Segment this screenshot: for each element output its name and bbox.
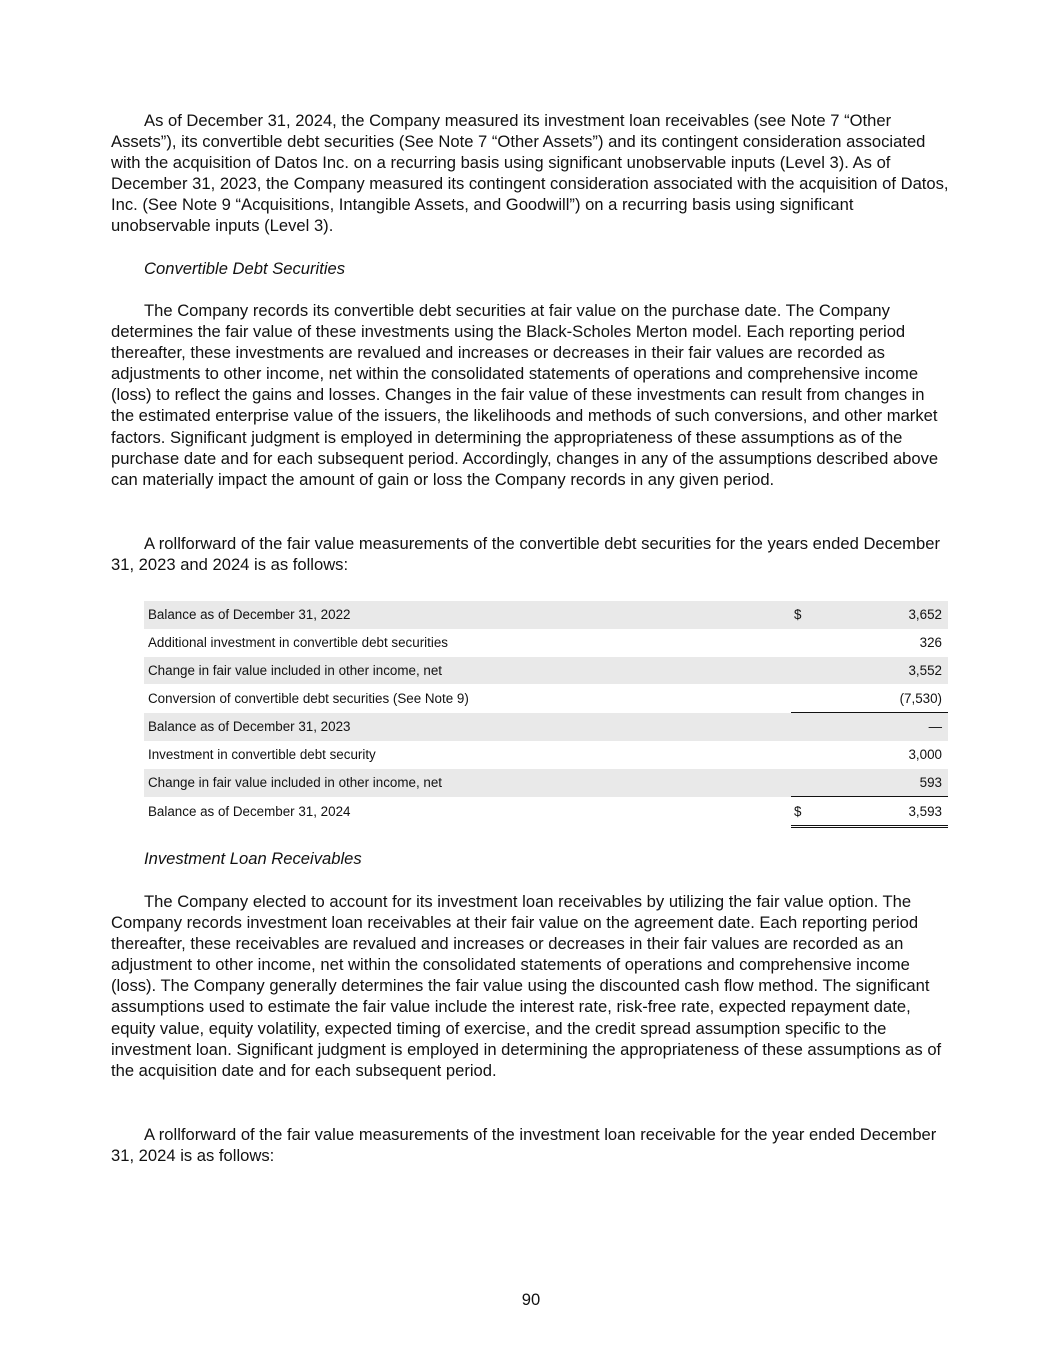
table-row (144, 684, 948, 712)
row-currency (791, 684, 814, 712)
row-value: 3,652 (814, 601, 948, 629)
convertible-rollforward-intro: A rollforward of the fair value measurements of the convertible debt securities for the years ended December 31, 2023 and 2024 is as follows: (111, 534, 940, 575)
table-row (144, 657, 948, 685)
page-number: 90 (521, 1290, 541, 1309)
table-row (144, 797, 948, 827)
row-label: Change in fair value included in other income, net (144, 769, 778, 797)
row-currency (791, 657, 814, 685)
row-currency (791, 741, 814, 769)
row-value: 326 (919, 635, 942, 651)
table-row (144, 601, 948, 629)
table-row (144, 741, 948, 769)
intro-paragraph: As of December 31, 2024, the Company measured its investment loan receivables (see Note 7 “Other Assets”), its convertible debt securities (See Note 7 “Other Assets”) and its contingent consideration associated with the acquisition of Datos Inc. on a recurring basis using significant unobservable inputs (Level 3). As of December 31, 2023, the Company measured its contingent consideration associated with the acquisition of Datos, Inc. (See Note 9 “Acquisitions, Intangible Assets, and Goodwill”) on a recurring basis using significant unobservable inputs (Level 3). (111, 111, 949, 236)
row-label: Balance as of December 31, 2024 (148, 804, 351, 820)
row-label: Balance as of December 31, 2022 (144, 601, 778, 629)
row-label: Change in fair value included in other income, net (144, 657, 778, 685)
row-currency: $ (791, 601, 814, 629)
row-value: 3,552 (814, 657, 948, 685)
loan-rollforward-intro: A rollforward of the fair value measurements of the investment loan receivable for the year ended December 31, 2024 is as follows: (111, 1125, 937, 1166)
row-label: Conversion of convertible debt securities (See Note 9) (148, 690, 469, 706)
table-row (144, 713, 948, 741)
row-value: 3,593 (814, 797, 948, 827)
row-label: Balance as of December 31, 2023 (144, 713, 778, 741)
row-value: (7,530) (899, 690, 942, 706)
investment-loan-heading: Investment Loan Receivables (144, 849, 362, 868)
investment-loan-paragraph: The Company elected to account for its investment loan receivables by utilizing the fair value option. The Company records investment loan receivables at their fair value on the agreement date. Each reporting period thereafter, these receivables are revalued and increases or decreases in their fair values are recorded as an adjustment to other income, net within the consolidated statements of operations and comprehensive income (loss). The Company generally determines the fair value using the discounted cash flow method. The significant assumptions used to estimate the fair value include the interest rate, risk-free rate, expected repayment date, equity value, equity volatility, expected timing of exercise, and the credit spread assumption specific to the investment loan. Significant judgment is employed in determining the appropriateness of these assumptions as of the acquisition date and for each subsequent period. (111, 892, 942, 1080)
row-label: Additional investment in convertible debt securities (148, 635, 448, 651)
row-currency: $ (791, 797, 814, 827)
row-label: Investment in convertible debt security (148, 747, 376, 763)
row-currency (791, 713, 814, 741)
row-currency (791, 769, 814, 797)
table-row (144, 629, 948, 657)
row-currency (791, 629, 814, 657)
row-value: 3,000 (908, 747, 942, 763)
convertible-rollforward-table (144, 601, 948, 828)
convertible-debt-paragraph: The Company records its convertible debt securities at fair value on the purchase date. The Company determines the fair value of these investments using the Black-Scholes Merton model. Each reporting period thereafter, these investments are revalued and increases or decreases in their fair values are recorded as adjustments to other income, net within the consolidated statements of operations and comprehensive income (loss) to reflect the gains and losses. Changes in the fair value of these investments can result from changes in the estimated enterprise value of the issuers, the likelihoods and methods of such conversions, and other market factors. Significant judgment is employed in determining the appropriateness of these assumptions as of the purchase date and for each subsequent period. Accordingly, changes in any of the assumptions described above can materially impact the amount of gain or loss the Company records in any given period. (111, 301, 939, 489)
convertible-debt-heading: Convertible Debt Securities (144, 259, 346, 278)
table-row (144, 769, 948, 797)
row-value: 593 (814, 769, 948, 797)
row-value: — (814, 713, 948, 741)
